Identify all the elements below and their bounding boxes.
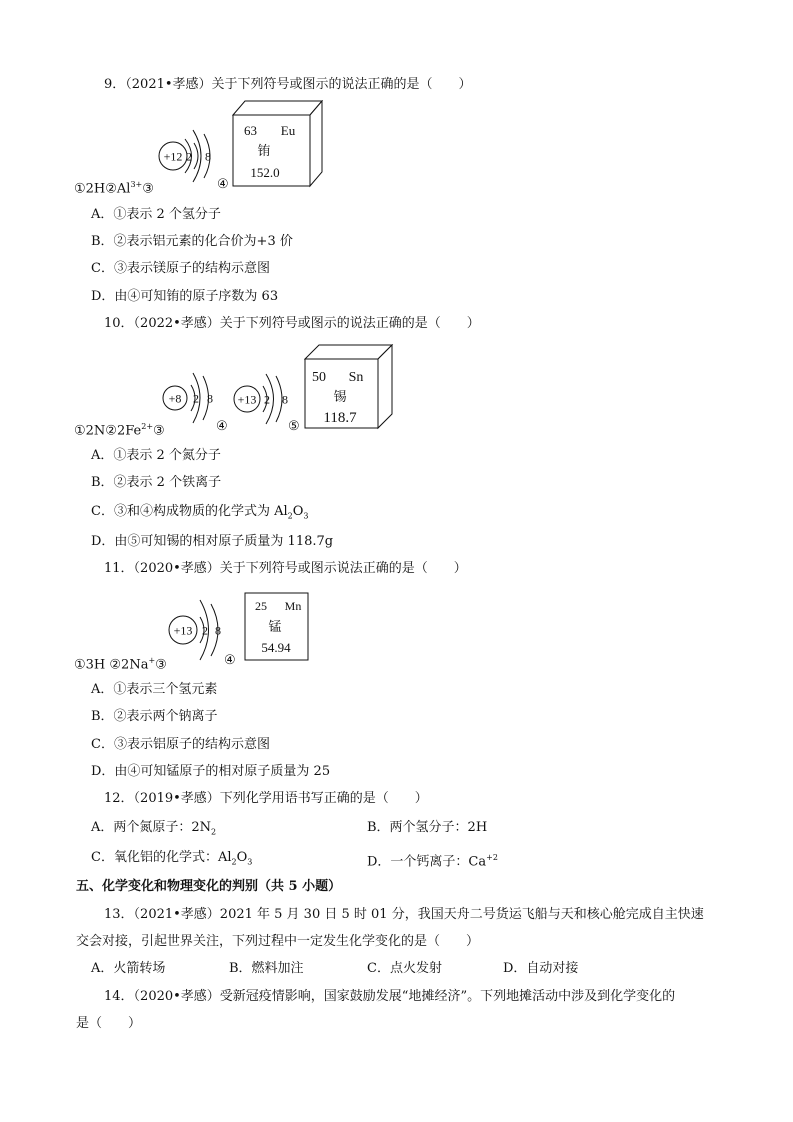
q11-atomic-number: 25 bbox=[255, 599, 267, 613]
q10-label-4: ④ bbox=[216, 419, 228, 434]
q11-element-card bbox=[244, 592, 310, 662]
q14-stem-line-2: 是（ ） bbox=[76, 1016, 142, 1031]
q10-shell3-1: 2 bbox=[193, 391, 199, 406]
q9-stem: 9．（2021•孝感）关于下列符号或图示的说法正确的是（ ） bbox=[104, 77, 472, 92]
q10-element-symbol: Sn bbox=[348, 370, 364, 385]
q10-nucleus-4: +13 bbox=[237, 392, 257, 407]
q10-shell4-2: 8 bbox=[282, 392, 288, 407]
q11-shell-2: 8 bbox=[215, 623, 221, 638]
q12-option-b: B．两个氢分子：2H bbox=[367, 820, 488, 835]
q13-option-b: B．燃料加注 bbox=[229, 961, 304, 976]
q10-symbols: $①2N②2Fe^{2+}③$ bbox=[74, 422, 165, 439]
q11-stem: 11．（2020•孝感）关于下列符号或图示说法正确的是（ ） bbox=[104, 561, 467, 576]
q10-shell3-2: 8 bbox=[207, 391, 213, 406]
q9-element-symbol: Eu bbox=[280, 123, 296, 138]
q10-atomic-mass: 118.7 bbox=[323, 410, 357, 426]
q11-option-c: C．③表示铝原子的结构示意图 bbox=[91, 737, 270, 752]
q9-atomic-number: 63 bbox=[244, 123, 257, 138]
q11-atomic-mass: 54.94 bbox=[261, 640, 291, 655]
q11-atom-diagram bbox=[160, 594, 232, 666]
q11-shell-1: 2 bbox=[202, 623, 208, 638]
q11-element-symbol: Mn bbox=[284, 599, 302, 613]
q9-atomic-mass: 152.0 bbox=[250, 165, 280, 180]
q11-label-4: ④ bbox=[224, 653, 236, 668]
q10-nucleus-3: +8 bbox=[168, 391, 182, 406]
q10-option-b: B．②表示 2 个铁离子 bbox=[91, 475, 222, 490]
q9-symbols: $①2H②Al^{3+}③$ bbox=[74, 180, 154, 197]
q9-element-card bbox=[232, 100, 324, 188]
q9-option-a: A．①表示 2 个氢分子 bbox=[91, 207, 221, 222]
q10-stem: 10．（2022•孝感）关于下列符号或图示的说法正确的是（ ） bbox=[104, 316, 480, 331]
q12-option-a: A．两个氮原子：$2N_2$ bbox=[91, 820, 217, 837]
q11-option-b: B．②表示两个钠离子 bbox=[91, 709, 218, 724]
q10-option-a: A．①表示 2 个氮分子 bbox=[91, 448, 221, 463]
q11-element-name: 锰 bbox=[268, 620, 282, 635]
q14-stem-line-1: 14．（2020•孝感）受新冠疫情影响，国家鼓励发展“地摊经济”。下列地摊活动中涉及到化学变化的 bbox=[104, 989, 676, 1004]
q12-option-d: D．一个钙离子：$Ca^{+2}$ bbox=[367, 853, 498, 870]
q9-element-name: 铕 bbox=[257, 144, 271, 159]
q13-stem-line-1: 13．（2021•孝感）2021 年 5 月 30 日 5 时 01 分，我国天舟二号货运飞船与天和核心舱完成自主快速 bbox=[104, 907, 704, 922]
q11-nucleus: +13 bbox=[173, 623, 193, 638]
q12-stem: 12．（2019•孝感）下列化学用语书写正确的是（ ） bbox=[104, 791, 428, 806]
q10-atomic-number: 50 bbox=[312, 370, 326, 385]
q13-option-c: C．点火发射 bbox=[367, 961, 442, 976]
q10-label-5: ⑤ bbox=[288, 419, 300, 434]
q10-option-d: D．由⑤可知锡的相对原子质量为 118.7g bbox=[91, 534, 334, 549]
q11-symbols: ①3H ②2Na+③ bbox=[74, 656, 167, 673]
q13-option-a: A．火箭转场 bbox=[91, 961, 166, 976]
q10-element-card bbox=[304, 344, 394, 430]
q9-nucleus: +12 bbox=[163, 149, 183, 164]
q11-option-d: D．由④可知锰原子的相对原子质量为 25 bbox=[91, 764, 331, 779]
q9-shell-1: 2 bbox=[186, 149, 192, 164]
section-5-heading: 五、化学变化和物理变化的判别（共 5 小题） bbox=[76, 879, 342, 894]
q9-option-b: B．②表示铝元素的化合价为+3 价 bbox=[91, 234, 293, 249]
q10-option-c: C．③和④构成物质的化学式为 $Al_2O_3$ bbox=[91, 504, 309, 521]
q9-label-4: ④ bbox=[217, 177, 229, 192]
q13-stem-line-2: 交会对接，引起世界关注，下列过程中一定发生化学变化的是（ ） bbox=[76, 934, 480, 949]
q13-option-d: D．自动对接 bbox=[503, 961, 579, 976]
q10-shell4-1: 2 bbox=[264, 392, 270, 407]
q10-element-name: 锡 bbox=[333, 390, 347, 405]
q9-option-d: D．由④可知铕的原子序数为 63 bbox=[91, 289, 279, 304]
q11-option-a: A．①表示三个氢元素 bbox=[91, 682, 218, 697]
q12-option-c: C．氧化铝的化学式：$Al_2O_3$ bbox=[91, 850, 253, 867]
q9-shell-2: 8 bbox=[205, 149, 211, 164]
q9-option-c: C．③表示镁原子的结构示意图 bbox=[91, 261, 270, 276]
